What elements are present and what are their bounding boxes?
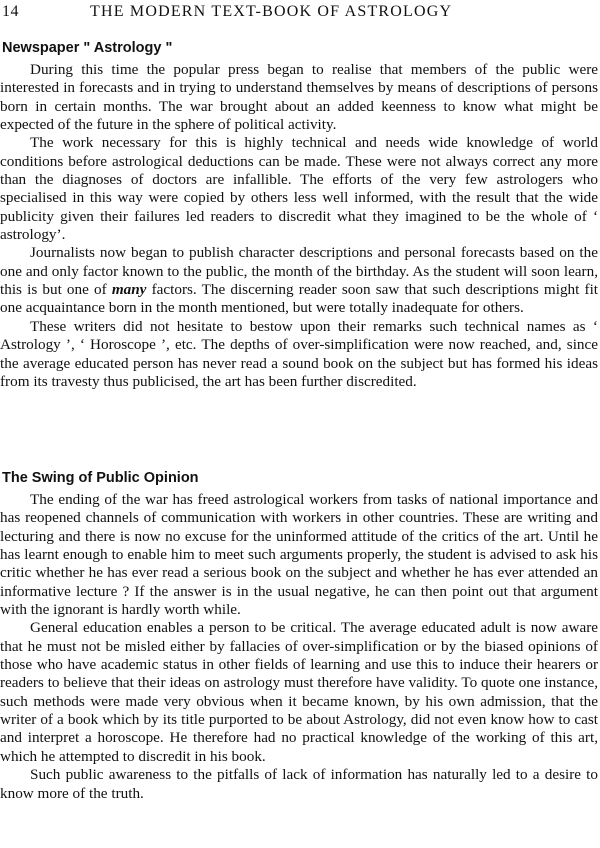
paragraph: Such public awareness to the pitfalls of lack of information has naturally led to a desire to know more of the truth. — [0, 766, 598, 802]
paragraph: The ending of the war has freed astrological workers from tasks of national importance and has reopened channels of communication with workers in other countries. These are writing and lecturing and there is now no excuse for the uninformed attitude of the critics of the art. Until he has learnt enough to enable him to meet such arguments properly, the student is advised to ask his critic whether he has ever read a serious book on the subject and whether he has ever attended an informative lecture ? If the answer is in the usual negative, he can then point out that argument with the ignorant is hardly worth while. — [0, 491, 598, 619]
section-swing-of-public-opinion — [0, 468, 600, 803]
running-head — [0, 2, 600, 22]
paragraph-text: Journalists now began to publish character descriptions and personal forecasts based on the one and only factor known to the public, the month of the birthday. As the student will soon learn, this is but one of — [0, 244, 598, 299]
paragraph: During this time the popular press began to realise that members of the public were interested in forecasts and in trying to understand themselves by means of descriptions of persons born in certain months. The war brought about an added keenness to know what might be expected of the future in the sphere of political activity. — [0, 61, 598, 134]
running-title: THE MODERN TEXT-BOOK OF ASTROLOGY — [90, 3, 453, 20]
paragraph: These writers did not hesitate to bestow upon their remarks such technical names as ‘ Astrology ’, ‘ Horoscope ’, etc. The depths of over-simplification were now reached, and, since the average educated person has never read a sound book on the subject but has formed his ideas from its travesty thus publicised, the art has been further discredited. — [0, 317, 598, 390]
paragraph — [0, 244, 600, 317]
paragraph: The work necessary for this is highly technical and needs wide knowledge of world conditions before astrological deductions can be made. These were not always correct any more than the diagnoses of doctors are infallible. The efforts of the very few astrologers who specialised in this way were copied by others less well informed, with the result that the wide publicity given their failures led readers to discredit what they imagined to be the whole of ‘ astrology’. — [0, 134, 598, 244]
section-newspaper-astrology — [0, 38, 600, 391]
paragraph: General education enables a person to be critical. The average educated adult is now aware that he must not be misled either by fallacies of over-simplification or by the biased opinions of those who have academic status in other fields of learning and use this to induce their hearers or readers to believe that their ideas on astrology must therefore have validity. To quote one instance, such methods were made very obvious when it became known, by his own admission, that the writer of a book which by its title purported to be about Astrology, did not even know how to cast and interpret a horoscope. He therefore had no practical knowledge of the working of this art, which he attempted to discredit in his book. — [0, 619, 598, 765]
page-number: 14 — [2, 3, 19, 20]
section-heading: Newspaper " Astrology " — [2, 40, 173, 56]
section-heading: The Swing of Public Opinion — [2, 470, 199, 486]
paragraph-text: factors. The discerning reader soon saw that such descriptions might fit one acquaintance born in the month mentioned, but were totally inadequate for others. — [0, 281, 599, 317]
emphasis-text: many — [111, 281, 147, 299]
